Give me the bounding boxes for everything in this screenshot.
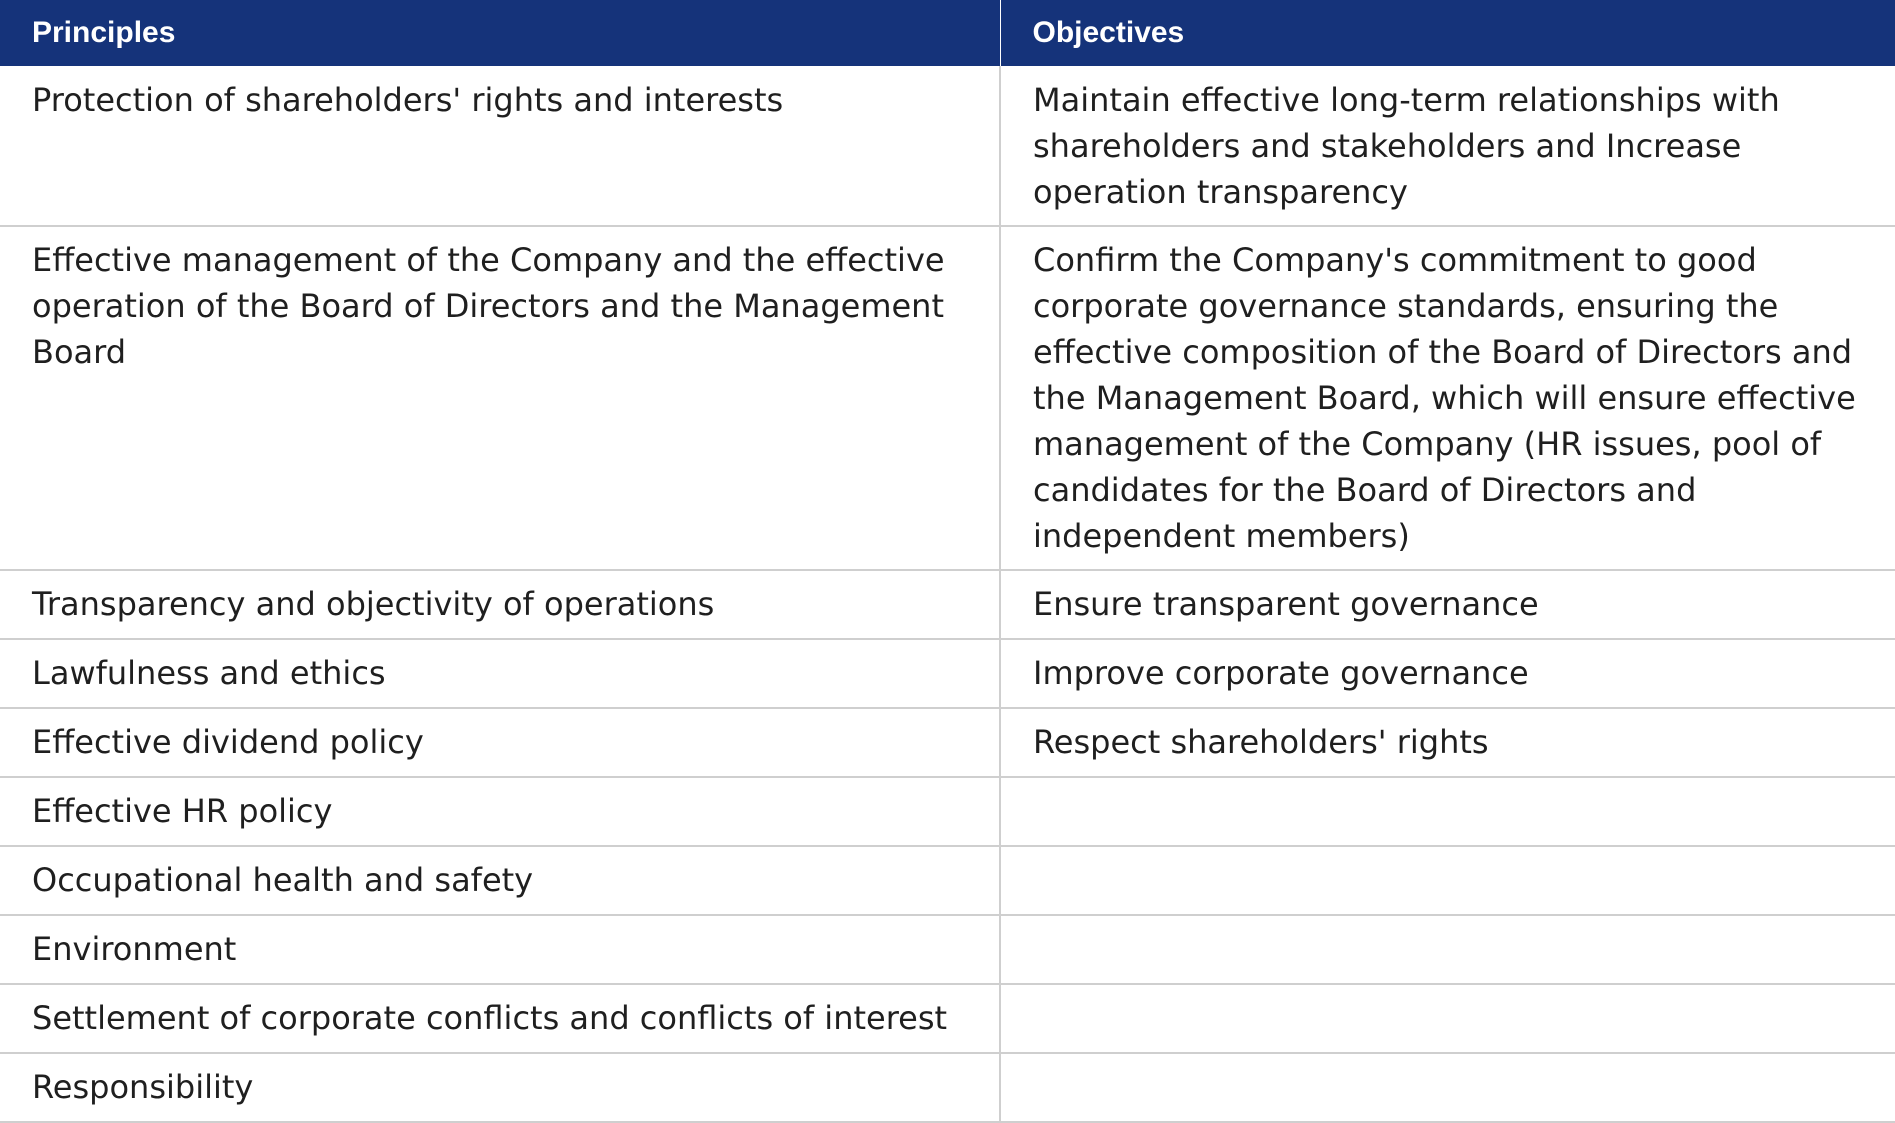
principle-cell: Effective dividend policy — [0, 708, 1000, 777]
principle-cell: Effective management of the Company and the effective operation of the Board of Directors and the Management Board — [0, 226, 1000, 570]
objective-cell — [1000, 846, 1895, 915]
objective-cell — [1000, 984, 1895, 1053]
objective-cell: Maintain effective long-term relationships with shareholders and stakeholders and Increase operation transparency — [1000, 66, 1895, 226]
header-objectives: Objectives — [1000, 0, 1895, 66]
principle-cell: Effective HR policy — [0, 777, 1000, 846]
table-row — [0, 846, 1895, 915]
header-principles: Principles — [0, 0, 1000, 66]
table-row — [0, 570, 1895, 639]
objective-cell — [1000, 777, 1895, 846]
table-row — [0, 708, 1895, 777]
objective-cell: Respect shareholders' rights — [1000, 708, 1895, 777]
table-row — [0, 984, 1895, 1053]
principle-cell: Environment — [0, 915, 1000, 984]
table-row — [0, 777, 1895, 846]
principle-cell: Responsibility — [0, 1053, 1000, 1122]
header-row — [0, 0, 1895, 66]
objective-cell: Improve corporate governance — [1000, 639, 1895, 708]
table-header — [0, 0, 1895, 66]
principle-cell: Protection of shareholders' rights and interests — [0, 66, 1000, 226]
principle-cell: Occupational health and safety — [0, 846, 1000, 915]
table-row — [0, 915, 1895, 984]
principle-cell: Lawfulness and ethics — [0, 639, 1000, 708]
objective-cell: Confirm the Company's commitment to good corporate governance standards, ensuring the effective composition of the Board of Directors and the Management Board, which will ensure effective management of the Company (HR issues, pool of candidates for the Board of Directors and independent members) — [1000, 226, 1895, 570]
principle-cell: Transparency and objectivity of operations — [0, 570, 1000, 639]
table-row — [0, 226, 1895, 570]
objective-cell — [1000, 915, 1895, 984]
table-row — [0, 1053, 1895, 1122]
principle-cell: Settlement of corporate conflicts and conflicts of interest — [0, 984, 1000, 1053]
table-row — [0, 639, 1895, 708]
objective-cell: Ensure transparent governance — [1000, 570, 1895, 639]
table-body — [0, 66, 1895, 1122]
objective-cell — [1000, 1053, 1895, 1122]
table-row — [0, 66, 1895, 226]
